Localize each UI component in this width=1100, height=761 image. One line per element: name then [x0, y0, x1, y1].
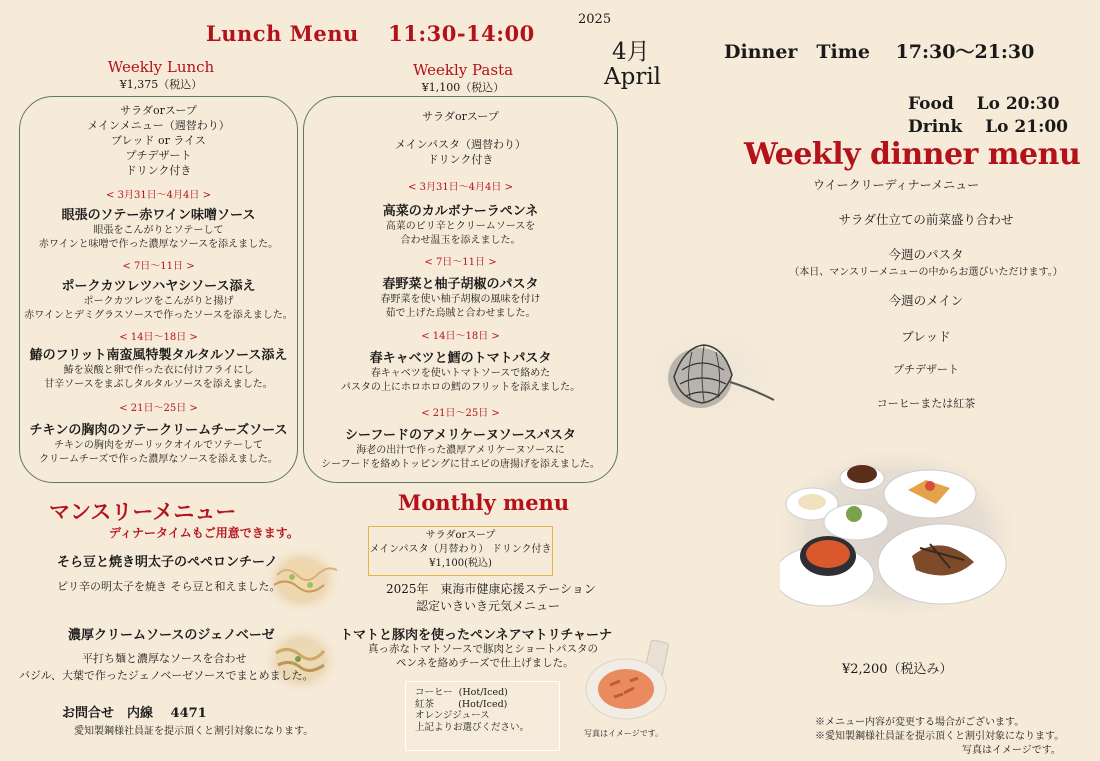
week-period: < 21日～25日 > — [421, 408, 500, 419]
include-line: ドリンク付き — [125, 164, 192, 177]
dish-name: 春キャベツと鱈のトマトパスタ — [369, 351, 552, 366]
weekly-pasta-week-3 — [303, 330, 618, 394]
monthly-dish-name: 濃厚クリームソースのジェノベーゼ — [68, 628, 275, 643]
weekly-pasta-week-1 — [303, 181, 618, 247]
penne-photo — [578, 633, 690, 725]
monthly-dish-desc: 平打ち麺と濃厚なソースを合わせ — [82, 652, 247, 665]
monthly-subtitle-jp: ディナータイムもご用意できます。 — [109, 526, 299, 540]
dinner-item: コーヒーまたは紅茶 — [876, 397, 976, 410]
week-period: < 21日～25日 > — [119, 403, 198, 414]
drink-option: コーヒー (Hot/Iced) — [415, 687, 508, 698]
month-jp-label: 4月 — [612, 39, 650, 65]
dinner-menu-title: Weekly dinner menu — [744, 137, 1081, 172]
monthly-box-line: ¥1,100(税込) — [429, 558, 492, 569]
dinner-note: ※メニュー内容が変更する場合がございます。 — [815, 717, 1025, 728]
weekly-lunch-week-2 — [19, 260, 298, 322]
weekly-lunch-includes — [19, 103, 298, 178]
health-station-label: 2025年 東海市健康応援ステーション — [386, 582, 596, 596]
dish-name: 眼張のソテー赤ワイン味噌ソース — [61, 208, 256, 223]
dish-name: シーフードのアメリケーヌソースパスタ — [345, 428, 576, 443]
dish-name: チキンの胸肉のソテークリームチーズソース — [29, 423, 288, 438]
dish-desc: 茹で上げた烏賊と合わせました。 — [385, 307, 536, 319]
dinner-course-photo — [780, 452, 1012, 616]
contact-note: 愛知製鋼様社員証を提示頂くと割引対象になります。 — [74, 726, 314, 737]
dish-desc: 甘辛ソースをまぶしタルタルソースを添えました。 — [44, 378, 273, 390]
weekly-pasta-week-2 — [303, 256, 618, 320]
week-period: < 3月31日～4月4日 > — [106, 190, 211, 201]
dish-desc: 合わせ温玉を添えました。 — [400, 234, 521, 246]
dinner-time: Dinner Time 17:30～21:30 — [724, 41, 1035, 63]
week-period: < 14日～18日 > — [119, 332, 198, 343]
dish-desc: クリームチーズで作った濃厚なソースを添えました。 — [39, 453, 278, 465]
monthly-box-line: サラダorスープ — [425, 530, 496, 541]
weekly-pasta-price: ¥1,100（税込） — [421, 81, 505, 94]
weekly-pasta-heading: Weekly Pasta — [412, 61, 514, 79]
dish-desc: 赤ワインとデミグラスソースで作ったソースを添えました。 — [24, 309, 293, 321]
drink-option: 上記よりお選びください。 — [415, 721, 530, 733]
dinner-price: ¥2,200（税込み） — [842, 662, 953, 677]
week-period: < 7日～11日 > — [122, 261, 195, 272]
monthly-title-jp: マンスリーメニュー — [49, 499, 237, 524]
monthly-dish-desc: ペンネを絡めチーズで仕上げました。 — [396, 657, 574, 669]
dish-name: ポークカツレツハヤシソース添え — [61, 279, 256, 294]
dinner-item: 今週のパスタ — [888, 247, 964, 262]
drink-option: 紅茶 (Hot/Iced) — [415, 698, 508, 710]
dish-desc: シーフードを絡めトッピングに甘エビの唐揚げを添えました。 — [321, 458, 600, 470]
contact-label: お問合せ 内線 4471 — [62, 706, 207, 721]
health-menu-label: 認定いきいき元気メニュー — [416, 599, 561, 613]
year-label: 2025 — [578, 12, 612, 27]
week-period: < 7日～11日 > — [424, 257, 497, 268]
drink-options-list — [415, 687, 529, 733]
dinner-item: 今週のメイン — [888, 293, 964, 308]
weekly-pasta-week-4 — [303, 407, 618, 471]
dish-desc: パスタの上にホロホロの鱈のフリットを添えました。 — [340, 381, 581, 393]
drink-last-order: Drink Lo 21:00 — [908, 117, 1069, 137]
drink-option: オレンジジュース — [415, 710, 490, 721]
food-last-order: Food Lo 20:30 — [908, 94, 1060, 114]
include-line: サラダorスープ — [422, 110, 499, 123]
dish-name: 高菜のカルボナーラペンネ — [382, 204, 539, 219]
dinner-item: プチデザート — [893, 363, 959, 376]
monthly-dish-desc: ピリ辛の明太子を焼き そら豆と和えました。 — [57, 580, 281, 593]
include-line: プチデザート — [125, 149, 192, 162]
weekly-pasta-includes — [303, 109, 618, 167]
weekly-lunch-price: ¥1,375（税込） — [119, 78, 203, 91]
dish-desc: チキンの胸肉をガーリックオイルでソテーして — [54, 440, 263, 451]
weekly-lunch-week-3 — [19, 331, 298, 391]
monthly-dish-desc: バジル、大葉で作ったジェノベーゼソースでまとめました。 — [19, 669, 314, 682]
dish-desc: 眼張をこんがりとソテーして — [93, 225, 224, 236]
include-line: メインメニュー（週替わり） — [87, 119, 230, 132]
include-line: ブレッド or ライス — [111, 134, 206, 147]
dinner-item-note: （本日、マンスリーメニューの中からお選びいただけます。） — [789, 267, 1063, 278]
week-period: < 3月31日～4月4日 > — [408, 182, 513, 193]
weekly-lunch-heading: Weekly Lunch — [107, 58, 215, 76]
photo-note: 写真はイメージです。 — [584, 729, 664, 738]
monthly-box-content — [368, 529, 553, 571]
dish-desc: 春キャベツを使いトマトソースで絡めた — [370, 368, 551, 379]
dinner-note: ※愛知製鋼様社員証を提示頂くと割引対象になります。 — [815, 731, 1065, 742]
dish-desc: 高菜のピリ辛とクリームソースを — [385, 221, 536, 232]
dish-desc: 赤ワインと味噌で作った濃厚なソースを添えました。 — [38, 238, 279, 250]
dinner-photo-note: 写真はイメージです。 — [962, 745, 1061, 756]
dish-desc: ポークカツレツをこんがりと揚げ — [83, 296, 234, 307]
dinner-menu-subtitle: ウイークリーディナーメニュー — [813, 178, 980, 192]
lunch-menu-title: Lunch Menu 11:30-14:00 — [206, 21, 535, 46]
dish-name: 鰆のフリット南蛮風特製タルタルソース添え — [29, 348, 288, 363]
dish-name: 春野菜と柚子胡椒のパスタ — [382, 277, 539, 292]
monthly-box-line: メインパスタ（月替わり） ドリンク付き — [369, 544, 552, 555]
include-line: サラダorスープ — [120, 104, 197, 117]
dish-desc: 海老の出汁で作った濃厚アメリケーヌソースに — [356, 445, 565, 456]
monthly-dish-desc: 真っ赤なトマトソースで豚肉とショートパスタの — [368, 643, 599, 655]
monthly-dish-name: トマトと豚肉を使ったペンネアマトリチャーナ — [340, 628, 612, 643]
dish-desc: 鰆を炭酸と卵で作った衣に付けフライにし — [63, 365, 254, 376]
dish-desc: 春野菜を使い柚子胡椒の風味を付け — [380, 294, 541, 305]
dinner-item: サラダ仕立ての前菜盛り合わせ — [838, 212, 1014, 227]
weekly-lunch-week-4 — [19, 402, 298, 466]
dinner-item: ブレッド — [901, 329, 951, 344]
monthly-dish-name: そら豆と焼き明太子のペペロンチーノ — [57, 555, 278, 570]
weekly-lunch-week-1 — [19, 189, 298, 251]
week-period: < 14日～18日 > — [421, 331, 500, 342]
monthly-title-en: Monthly menu — [398, 490, 570, 515]
include-line: メインパスタ（週替わり） — [394, 138, 526, 151]
month-en-label: April — [604, 64, 662, 90]
include-line: ドリンク付き — [427, 153, 494, 166]
